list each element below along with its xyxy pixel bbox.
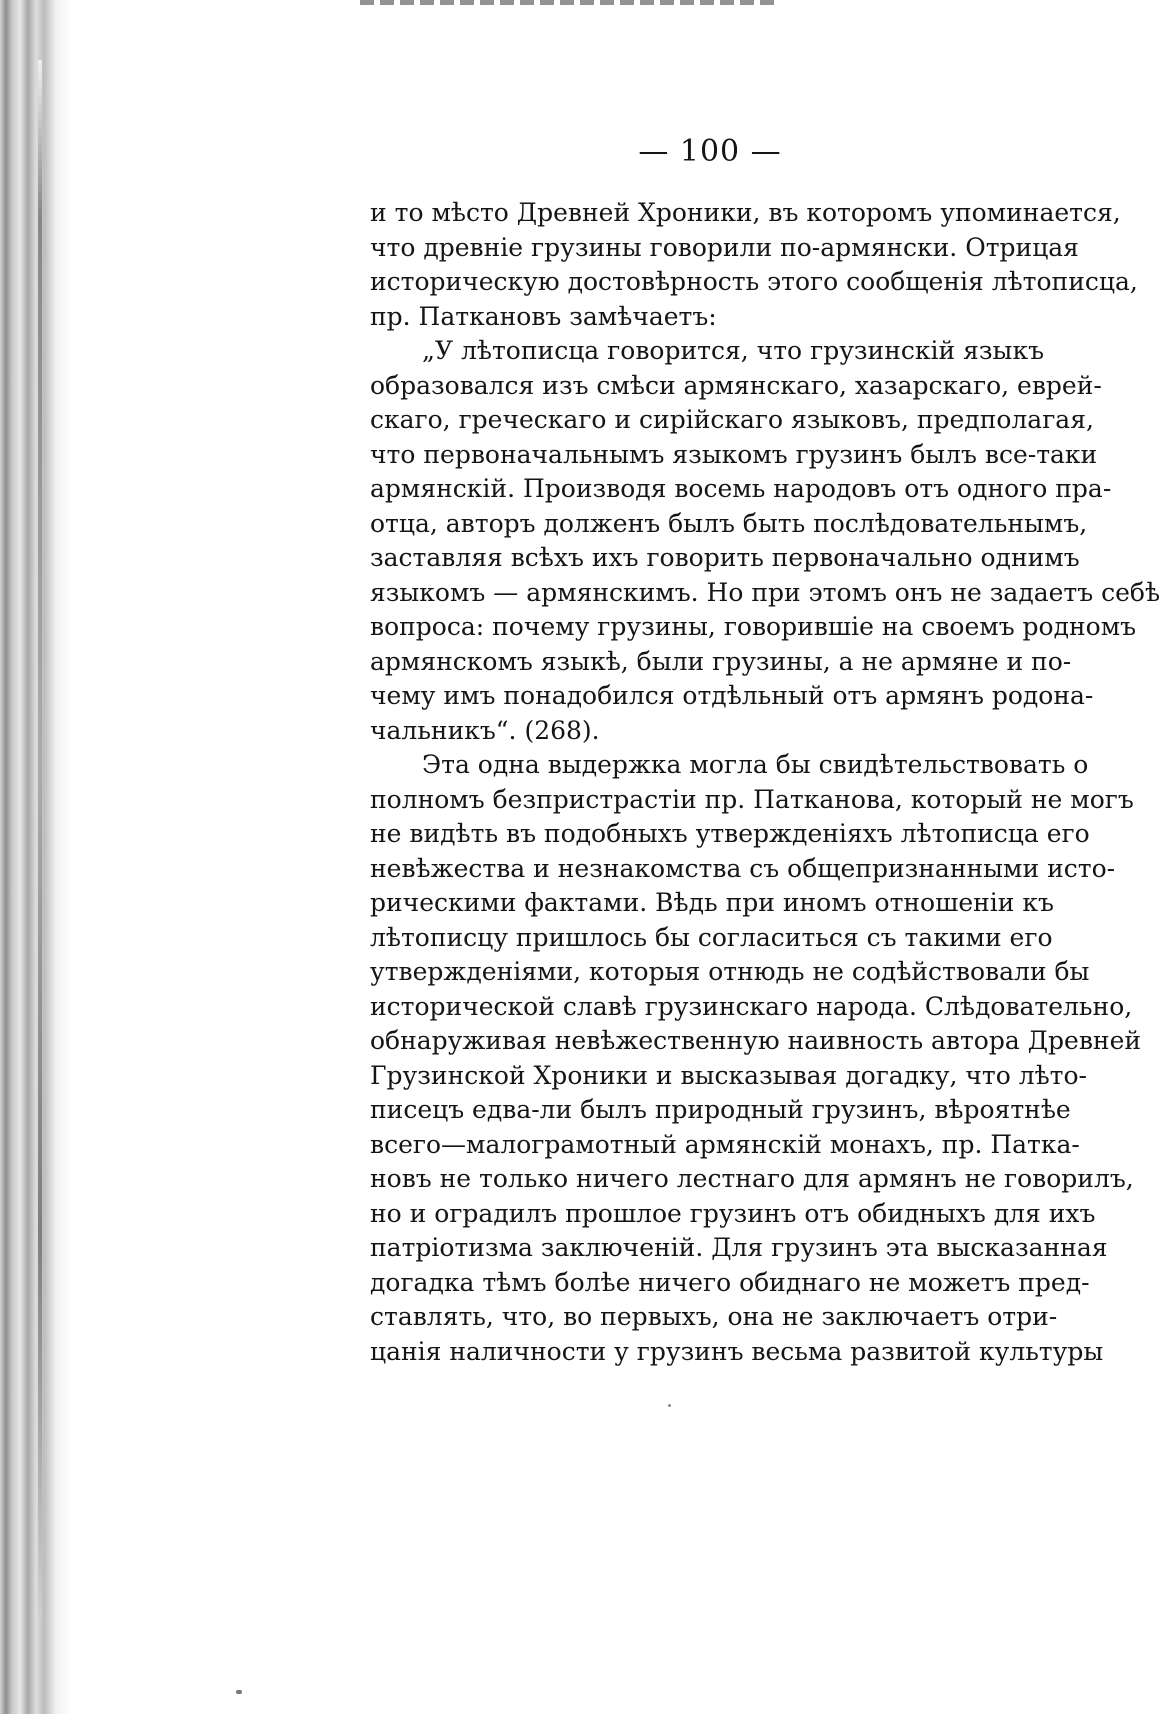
text-line: ставлять, что, во первыхъ, она не заключаетъ отри- [370, 1302, 1058, 1331]
text-line: скаго, греческаго и сирійскаго языковъ, предполагая, [370, 405, 1094, 434]
stray-ink-mark [236, 1690, 242, 1694]
text-line: новъ не только ничего лестнаго для армянъ не говорилъ, [370, 1164, 1134, 1193]
text-line: утвержденіями, которыя отнюдь не содѣйствовали бы [370, 957, 1090, 986]
text-line: лѣтописцу пришлось бы согласиться съ такими его [370, 922, 1053, 952]
previous-line-remnant [360, 0, 780, 5]
binding-shadow-streak [38, 60, 42, 1620]
text-line: Эта одна выдержка могла бы свидѣтельствовать о [422, 750, 1089, 779]
text-line: догадка тѣмъ болѣе ничего обиднаго не можетъ пред- [370, 1267, 1090, 1297]
text-line: но и оградилъ прошлое грузинъ отъ обидныхъ для ихъ [370, 1198, 1096, 1228]
text-line: что первоначальнымъ языкомъ грузинъ былъ все-таки [370, 439, 1098, 469]
text-line: что древніе грузины говорили по-армянски. Отрицая [370, 232, 1079, 262]
text-line: чальникъ“. (268). [370, 715, 600, 745]
text-line: языкомъ — армянскимъ. Но при этомъ онъ не задаетъ себѣ [370, 577, 1160, 607]
page-number: — 100 — [638, 134, 782, 169]
text-line: рическими фактами. Вѣдь при иномъ отношеніи къ [370, 888, 1054, 917]
text-line: чему имъ понадобился отдѣльный отъ армянъ родона- [370, 681, 1094, 710]
text-line: не видѣть въ подобныхъ утвержденіяхъ лѣтописца его [370, 819, 1090, 848]
text-line: вопроса: почему грузины, говорившіе на своемъ родномъ [370, 612, 1137, 641]
body-text [370, 196, 1160, 1369]
text-line: заставляя всѣхъ ихъ говорить первоначально однимъ [370, 543, 1080, 572]
text-line: пр. Паткановъ замѣчаетъ: [370, 301, 717, 331]
text-line: армянскомъ языкѣ, были грузины, а не армяне и по- [370, 646, 1072, 676]
text-line: армянскій. Производя восемь народовъ отъ одного пра- [370, 474, 1112, 503]
text-line: всего—малограмотный армянскій монахъ, пр. Патка- [370, 1129, 1080, 1159]
text-line: отца, авторъ долженъ былъ быть послѣдовательнымъ, [370, 508, 1088, 538]
text-line: полномъ безпристрастіи пр. Патканова, который не могъ [370, 784, 1134, 814]
text-line: патріотизма заключеній. Для грузинъ эта высказанная [370, 1233, 1108, 1262]
text-line: и то мѣсто Древней Хроники, въ которомъ упоминается, [370, 198, 1121, 227]
text-line: образовался изъ смѣси армянскаго, хазарскаго, еврей- [370, 370, 1102, 400]
stray-ink-dot [668, 1404, 671, 1407]
text-line: „У лѣтописца говорится, что грузинскій языкъ [422, 336, 1044, 365]
text-line: обнаруживая невѣжественную наивность автора Древней [370, 1026, 1142, 1055]
text-line: невѣжества и незнакомства съ общепризнанными исто- [370, 853, 1116, 883]
page-binding-edge [0, 0, 72, 1714]
text-line: писецъ едва-ли былъ природный грузинъ, вѣроятнѣе [370, 1095, 1071, 1124]
text-line: историческую достовѣрность этого сообщенія лѣтописца, [370, 267, 1138, 296]
text-line: цанія наличности у грузинъ весьма развитой культуры [370, 1336, 1104, 1366]
text-line: исторической славѣ грузинскаго народа. Слѣдовательно, [370, 991, 1133, 1021]
text-line: Грузинской Хроники и высказывая догадку, что лѣто- [370, 1060, 1087, 1090]
